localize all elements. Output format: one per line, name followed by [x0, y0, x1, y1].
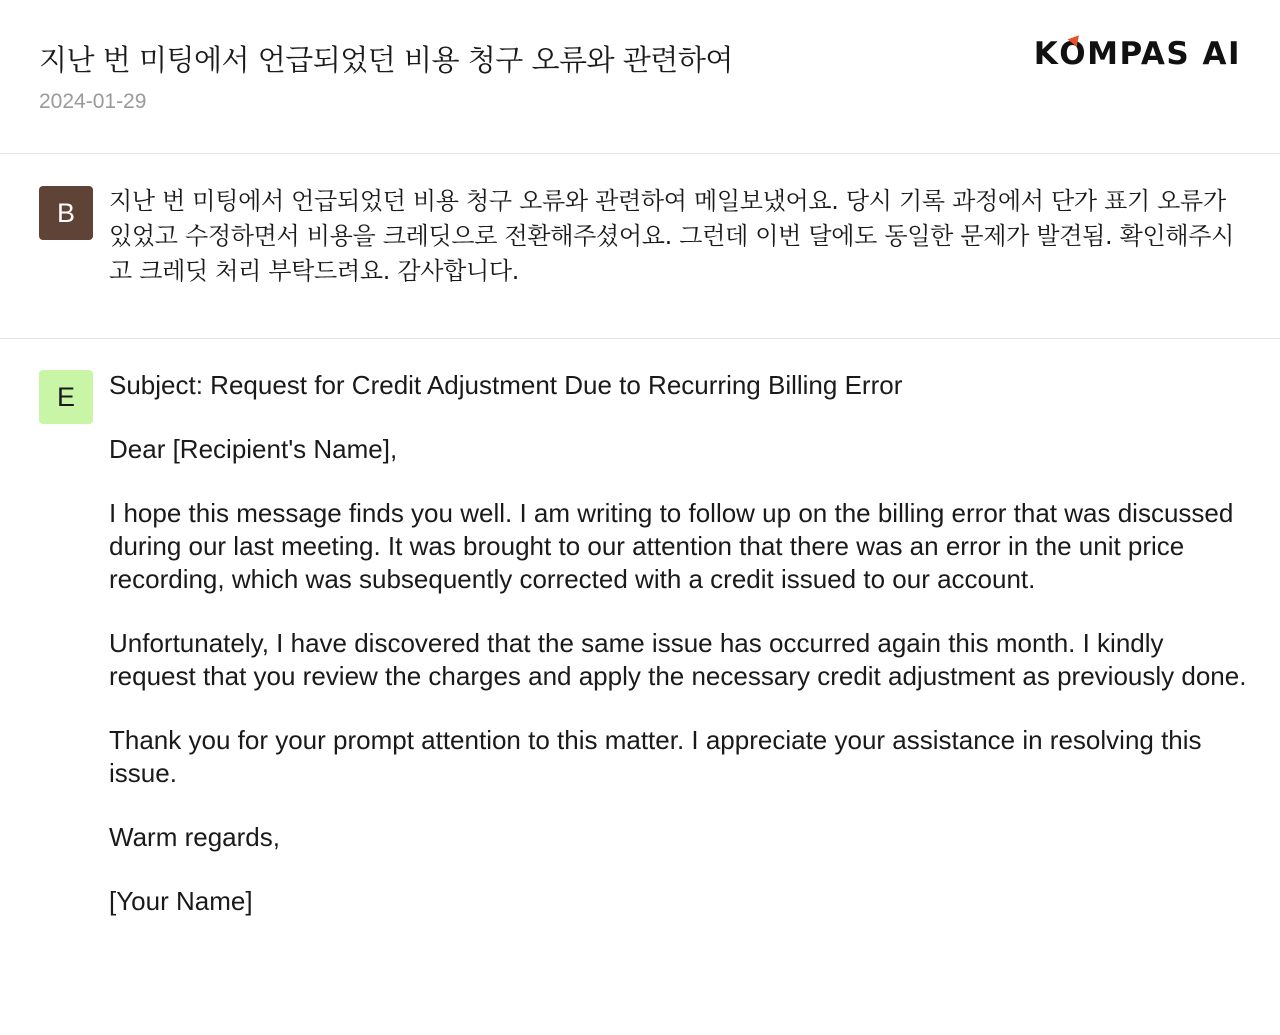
email-signature: [Your Name] — [109, 886, 253, 916]
logo-prefix: K — [1033, 36, 1060, 72]
kompas-ai-logo — [1034, 36, 1241, 72]
user-message-text: 지난 번 미팅에서 언급되었던 비용 청구 오류와 관련하여 메일보냈어요. 당시 기록 과정에서 단가 표기 오류가 있었고 수정하면서 비용을 크레딧으로 전환해주셨어요. 그런데 이번 달에도 동일한 문제가 발견됨. 확인해주시고 크레딧 처리 부탁드려요. 감사합니다. — [109, 187, 1235, 285]
logo-o: O — [1059, 36, 1088, 72]
ai-avatar: E — [39, 370, 93, 424]
page-date: 2024-01-29 — [39, 90, 147, 113]
page-header — [0, 0, 1280, 154]
page-title: 지난 번 미팅에서 언급되었던 비용 청구 오류와 관련하여 — [39, 43, 733, 77]
email-paragraph: Unfortunately, I have discovered that the same issue has occurred again this month. I kindly request that you review the charges and apply the necessary credit adjustment as previously done. — [109, 628, 1247, 691]
email-greeting: Dear [Recipient's Name], — [109, 434, 398, 464]
email-closing: Warm regards, — [109, 822, 280, 852]
ai-message-text — [109, 369, 1249, 949]
user-avatar: B — [39, 186, 93, 240]
ai-message — [0, 339, 1280, 1035]
email-paragraph: I hope this message finds you well. I am writing to follow up on the billing error that was discussed during our last meeting. It was brought to our attention that there was an error in the unit price recording, which was subsequently corrected with a credit issued to our account. — [109, 498, 1234, 594]
logo-suffix: MPAS AI — [1087, 36, 1241, 72]
email-subject: Subject: Request for Credit Adjustment Due to Recurring Billing Error — [109, 370, 903, 400]
user-message — [0, 154, 1280, 339]
email-paragraph: Thank you for your prompt attention to this matter. I appreciate your assistance in resolving this issue. — [109, 725, 1202, 788]
